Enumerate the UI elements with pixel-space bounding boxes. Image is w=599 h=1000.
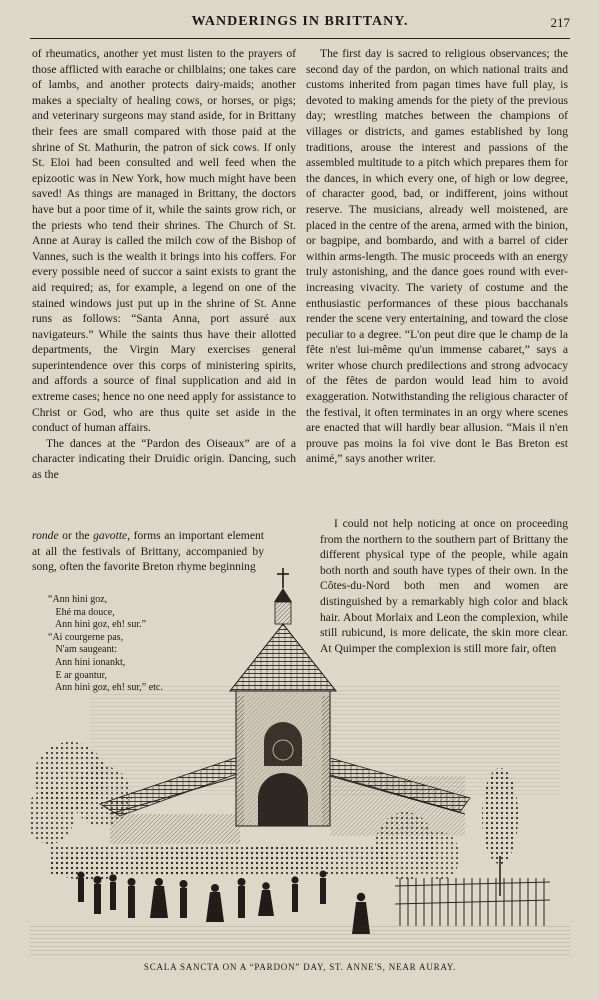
- picket-fence: [395, 878, 550, 926]
- right-paragraph-2: I could not help noticing at once on proceeding from the northern to the southern part of Brittany the different physical type of the people, while again both north and south have types of their own. In the Côtes-du-Nord both men and women are distinguished by a remarkably high color and black hair. About Morlaix and Leon the complexion, while still rubicund, is more delicate, the skin more clear. At Quimper the complexion is still more fair, often: [320, 517, 568, 655]
- narrow-text-connector: or the: [58, 529, 94, 542]
- page-number: 217: [550, 15, 570, 30]
- figures: [78, 871, 371, 935]
- poem-line: “Ai courgerne pas,: [48, 631, 124, 643]
- poem-line: N'am saugeant:: [48, 644, 118, 656]
- ground: [30, 926, 570, 958]
- right-paragraph-1: The first day is sacred to religious observances; the second day of the pardon, on which national traits and customs inherited from pagan times have full play, is devoted to making amends for the piety of the previous day; wrestling matches between the champions of villages or districts, and games established by long traditions, arouse the interest and passions of the assembled multitude to a pitch which prepares them for the dances, in which every one, of high or low degree, of character good, bad, or indifferent, joins without reserve. The musicians, already well moistened, are placed in the centre of the arena, armed with the binion, or bagpipe, and bombardo, and with a barrel of cider within arms-length. The music proceeds with an energy truly astonishing, and the dance goes round with ever-increasing vivacity. The variety of costume and the enthusiastic performances of these pious bacchanals render the scene very entertaining, and toward the close peculiar to a degree. “L'on peut dire que le champ de la fête n'est lui-même qu'un immense cabaret,” says a writer whose church predilections and strong advocacy of the fêtes de pardon would lead him to avoid exaggeration. Notwithstanding the religious character of the festival, it often terminates in an orgy where scenes are enacted that will hardly bear allusion. “Mais il n'en prouve pas moins la foi vive dont le Bas Breton est animé,” says another writer.: [306, 47, 568, 466]
- crowd: [50, 846, 390, 934]
- poem-line: Ann hini ionankt,: [48, 656, 126, 668]
- narrow-text-rest: , forms an important element at all the festivals of Brittany, accompanied by song, often the favorite Breton rhyme beginning: [32, 529, 264, 574]
- running-header: [30, 14, 570, 36]
- right-column-continuation: [320, 516, 568, 712]
- running-title: WANDERINGS IN BRITTANY.: [191, 14, 409, 29]
- poem-line: “Ann hini goz,: [48, 594, 108, 605]
- poem-line: E ar goantur,: [48, 669, 108, 681]
- poem-line: Ehé ma douce,: [48, 606, 115, 618]
- gavotte-term: gavotte: [93, 529, 128, 542]
- poem-line: Ann hini goz, eh! sur,” etc.: [48, 682, 163, 694]
- ronde-term: ronde: [32, 529, 59, 542]
- left-paragraph-2: The dances at the “Pardon des Oiseaux” are of a character indicating their Druidic origin. Dancing, such as the: [32, 436, 296, 482]
- right-column: [306, 46, 568, 516]
- illustration-caption: SCALA SANCTA ON A “PARDON” DAY, ST. ANNE'S, NEAR AURAY.: [143, 962, 457, 972]
- header-rule: [30, 38, 570, 39]
- breton-rhyme: [48, 594, 278, 695]
- left-paragraph-1: of rheumatics, another yet must listen to the prayers of those afflicted with earache or chilblains; one takes care of lambs, and another protects dairy-maids; another makes a specialty of healing cows, or horses, or pigs; and veterinary surgeons may stand aside, for in Brittany their fees are small compared with those paid at the shrine of St. Mathurin, the patron of sick cows. If only St. Eloi had been consulted and well feed when the epizootic was in New York, how much might have been saved! As things are managed in Brittany, the doctors have but a poor time of it, while the saints grow rich, or the priests who tend their shrines. The Church of St. Anne at Auray is called the milch cow of the Bishop of Vannes, such is the wealth it brings into his coffers. For every possible need of succor a saint exists to grant the aid required; as, for example, a legend on one of the stained windows just put up in the shrine of St. Anne runs as follows: “Santa Anna, port assuré aux navigateurs.” While the saints thus have their allotted departments, the Virgin Mary exercises general superintendence over this corps of ministering spirits, and affords a source of final supplication and aid in extreme cases; hence no one need apply for assistance to Christ or God, who are thus quite set aside in the conduct of human affairs.: [32, 47, 296, 435]
- left-column: [32, 46, 296, 584]
- poem-line: Ann hini goz, eh! sur.”: [48, 619, 147, 631]
